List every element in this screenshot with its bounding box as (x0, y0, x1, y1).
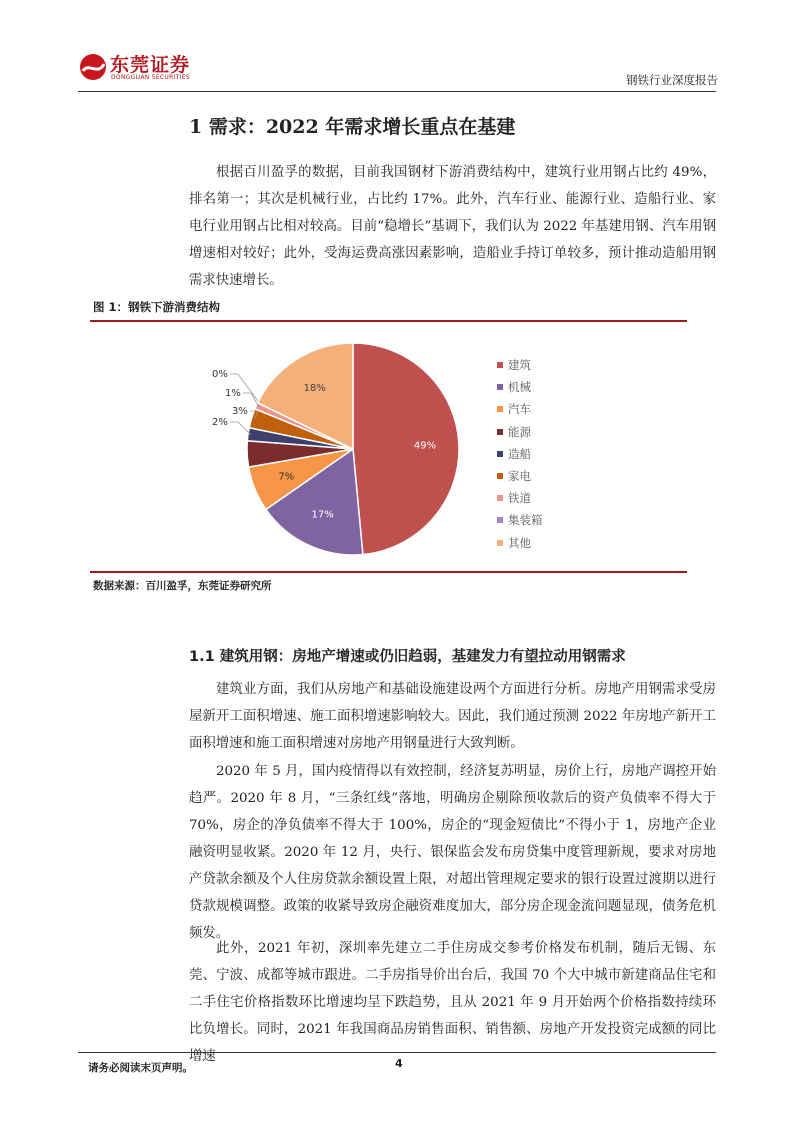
figure-source: 数据来源：百川盈孚，东莞证券研究所 (93, 580, 272, 592)
legend-swatch (497, 473, 503, 479)
pie-data-label: 18% (303, 382, 326, 394)
company-logo-icon (78, 52, 108, 82)
pie-data-label: 3% (232, 406, 248, 417)
page-number: 4 (395, 1057, 403, 1070)
legend-swatch (497, 384, 503, 390)
legend-label: 铁道 (508, 491, 531, 506)
legend-swatch (497, 540, 503, 546)
pie-data-label: 2% (212, 417, 228, 428)
legend-label: 其他 (508, 535, 531, 550)
pie-data-label: 7% (278, 471, 295, 483)
legend-label: 汽车 (508, 402, 531, 417)
legend-swatch (497, 406, 503, 412)
legend-label: 造船 (508, 446, 531, 461)
legend-item (497, 509, 543, 531)
figure-top-rule (90, 320, 687, 322)
legend-swatch (497, 429, 503, 435)
legend-swatch (497, 517, 503, 523)
legend-swatch (497, 495, 503, 501)
legend-label: 建筑 (508, 358, 531, 373)
legend-item (497, 421, 543, 443)
header-divider (78, 91, 716, 92)
footer-disclaimer: 请务必阅读末页声明。 (88, 1062, 193, 1074)
pie-data-label: 1% (225, 388, 241, 399)
body-paragraph: 根据百川盈孚的数据，目前我国钢材下游消费结构中，建筑行业用钢占比约 49%，排名第一；其次是机械行业，占比约 17%。此外，汽车行业、能源行业、造船行业、家电行业用钢占比相对较高。目前“稳增长”基调下，我们认为 2022 年基建用钢、汽车用钢增速相对较好；此外，受海运费高涨因素影响，造船业手持订单较多，预计推动造船用钢需求快速增长。 (189, 165, 716, 288)
legend-item (497, 376, 543, 398)
legend-item (497, 465, 543, 487)
legend-item (497, 443, 543, 465)
company-logo-text: 东莞证券 (110, 54, 191, 76)
legend-item (497, 398, 543, 420)
pie-data-label: 49% (413, 440, 437, 452)
body-paragraph: 2020 年 5 月，国内疫情得以有效控制，经济复苏明显，房价上行，房地产调控开始趋严。2020 年 8 月，“三条红线”落地，明确房企剔除预收款后的资产负债率不得大于 70%，房企的净负债率不得大于 100%，房企的“现金短债比”不得小于 1，房地产企业融资明显收紧。2020 年 12 月，央行、银保监会发布房贷集中度管理新规，要求对房地产贷款余额及个人住房贷款余额设置上限，对超出管理规定要求的银行设置过渡期以进行贷款规模调整。政策的收紧导致房企融资难度加大，部分房企现金流问题显现，债务危机频发。 (189, 764, 716, 941)
legend-item (497, 487, 543, 509)
body-paragraph: 此外，2021 年初，深圳率先建立二手住房成交参考价格发布机制，随后无锡、东莞、宁波、成都等城市跟进。二手房指导价出台后，我国 70 个大中城市新建商品住宅和二手住宅价格指数环比增速均呈下跌趋势，且从 2021 年 9 月开始两个价格指数持续环比负增长。同时，2021 年我国商品房销售面积、销售额、房地产开发投资完成额的同比增速 (189, 941, 716, 1064)
section-heading: 1 需求：2022 年需求增长重点在基建 (189, 116, 516, 138)
figure-bottom-rule (90, 571, 687, 573)
pie-chart (190, 330, 480, 570)
legend-label: 能源 (508, 424, 531, 439)
report-type-label: 钢铁行业深度报告 (626, 73, 718, 87)
subsection-heading: 1.1 建筑用钢：房地产增速或仍旧趋弱，基建发力有望拉动用钢需求 (189, 649, 626, 665)
pie-slice-0 (353, 343, 459, 555)
legend-label: 家电 (508, 469, 531, 484)
company-logo-subtext: DONGGUAN SECURITIES (111, 74, 190, 81)
legend-swatch (497, 451, 503, 457)
chart-legend (497, 354, 543, 554)
legend-item (497, 354, 543, 376)
figure-title: 图 1：钢铁下游消费结构 (93, 300, 221, 314)
pie-data-label: 17% (311, 509, 334, 521)
legend-swatch (497, 362, 503, 368)
footer-divider (78, 1052, 716, 1053)
legend-label: 集装箱 (508, 513, 543, 528)
pie-data-label: 0% (212, 369, 228, 380)
body-paragraph: 建筑业方面，我们从房地产和基础设施建设两个方面进行分析。房地产用钢需求受房屋新开工面积增速、施工面积增速影响较大。因此，我们通过预测 2022 年房地产新开工面积增速和施工面积增速对房地产用钢量进行大致判断。 (189, 682, 716, 751)
legend-label: 机械 (508, 380, 531, 395)
legend-item (497, 532, 543, 554)
